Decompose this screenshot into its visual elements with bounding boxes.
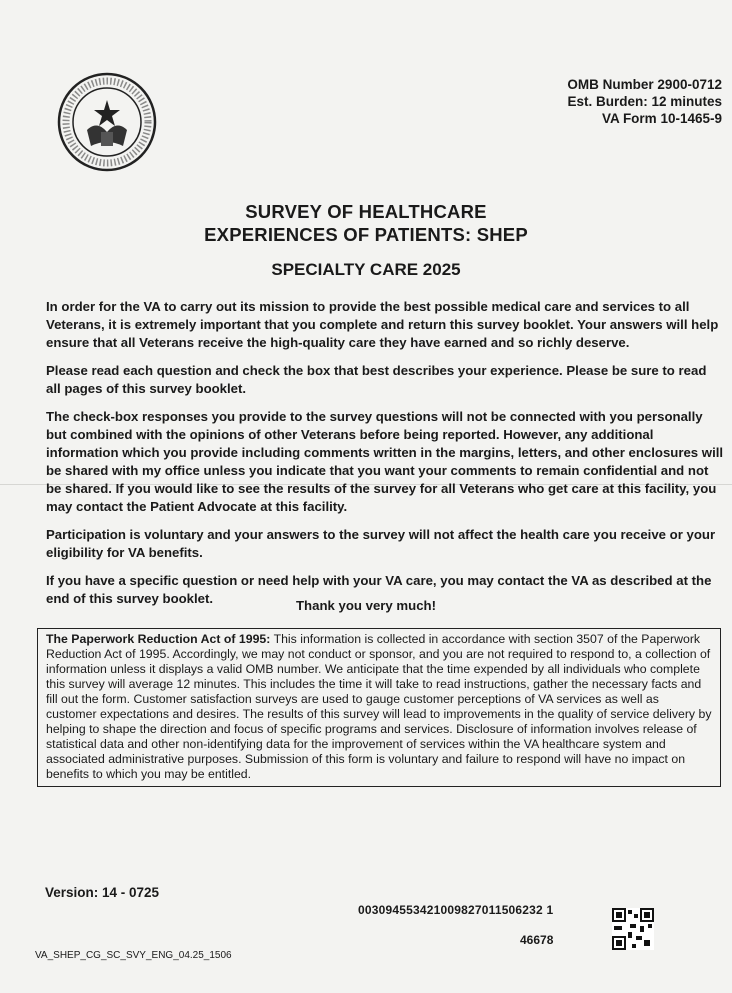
barcode-number: 003094553421009827011506232 1 [358, 903, 554, 917]
omb-number: OMB Number 2900-0712 [567, 77, 722, 92]
va-seal-icon [57, 72, 157, 172]
intro-paragraph-voluntary: Participation is voluntary and your answers to the survey will not affect the health care you receive or your eligibility for VA benefits. [46, 527, 716, 560]
title-line-1: SURVEY OF HEALTHCARE [245, 201, 487, 222]
intro-paragraph-help: If you have a specific question or need help with your VA care, you may contact the VA as described at the end of this survey booklet. [46, 573, 712, 606]
intro-paragraph-mission: In order for the VA to carry out its mission to provide the best possible medical care and services to all Veterans, it is extremely important that you complete and return this survey booklet. Your answers will help ensure that all Veterans receive the high-quality care they have earned and so richly deserve. [46, 299, 719, 350]
survey-subtitle: SPECIALTY CARE 2025 [271, 260, 461, 279]
version-label: Version: 14 - 0725 [45, 885, 160, 900]
va-form-number: VA Form 10-1465-9 [601, 111, 722, 126]
omb-info [567, 76, 722, 127]
form-id: VA_SHEP_CG_SC_SVY_ENG_04.25_1506 [35, 950, 232, 961]
tracking-code: 46678 [520, 933, 554, 947]
est-burden: Est. Burden: 12 minutes [567, 94, 722, 109]
intro-text [46, 298, 724, 618]
paperwork-reduction-box [37, 628, 721, 787]
qr-code-icon [612, 908, 654, 950]
thank-you-text: Thank you very much! [296, 598, 436, 613]
paperwork-heading: The Paperwork Reduction Act of 1995: [46, 632, 271, 646]
paperwork-text: This information is collected in accordance with section 3507 of the Paperwork Reduction Act of 1995. Accordingly, we may not conduct or sponsor, and you are not required to respond to, a collection of information unless it displays a valid OMB number. We anticipate that the time expended by all individuals who complete this survey will average 12 minutes. This includes the time it will take to read instructions, gather the necessary facts and fill out the form. Customer satisfaction surveys are used to gauge customer perceptions of VA services as well as customer expectations and desires. The results of this survey will lead to improvements in the quality of service delivery by helping to shape the direction and focus of specific programs and services. Disclosure of information involves release of statistical data and other non-identifying data for the improvement of services within the VA healthcare system and associated administrative purposes. Submission of this form is voluntary and failure to respond will have no impact on benefits to which you may be entitled. [46, 632, 712, 781]
survey-title [0, 200, 732, 246]
intro-paragraph-instructions: Please read each question and check the box that best describes your experience. Please be sure to read all pages of this survey booklet. [46, 363, 707, 396]
title-line-2: EXPERIENCES OF PATIENTS: SHEP [204, 224, 528, 245]
intro-paragraph-confidentiality: The check-box responses you provide to the survey questions will not be connected with you personally but combined with the opinions of other Veterans before being reported. However, any additional information which you provide including comments written in the margins, letters, and other enclosures will be shared with my office unless you indicate that you want your comments to remain confidential and not be shared. If you would like to see the results of the survey for all Veterans who get care at this facility, you may contact the Patient Advocate at this facility. [46, 409, 724, 514]
